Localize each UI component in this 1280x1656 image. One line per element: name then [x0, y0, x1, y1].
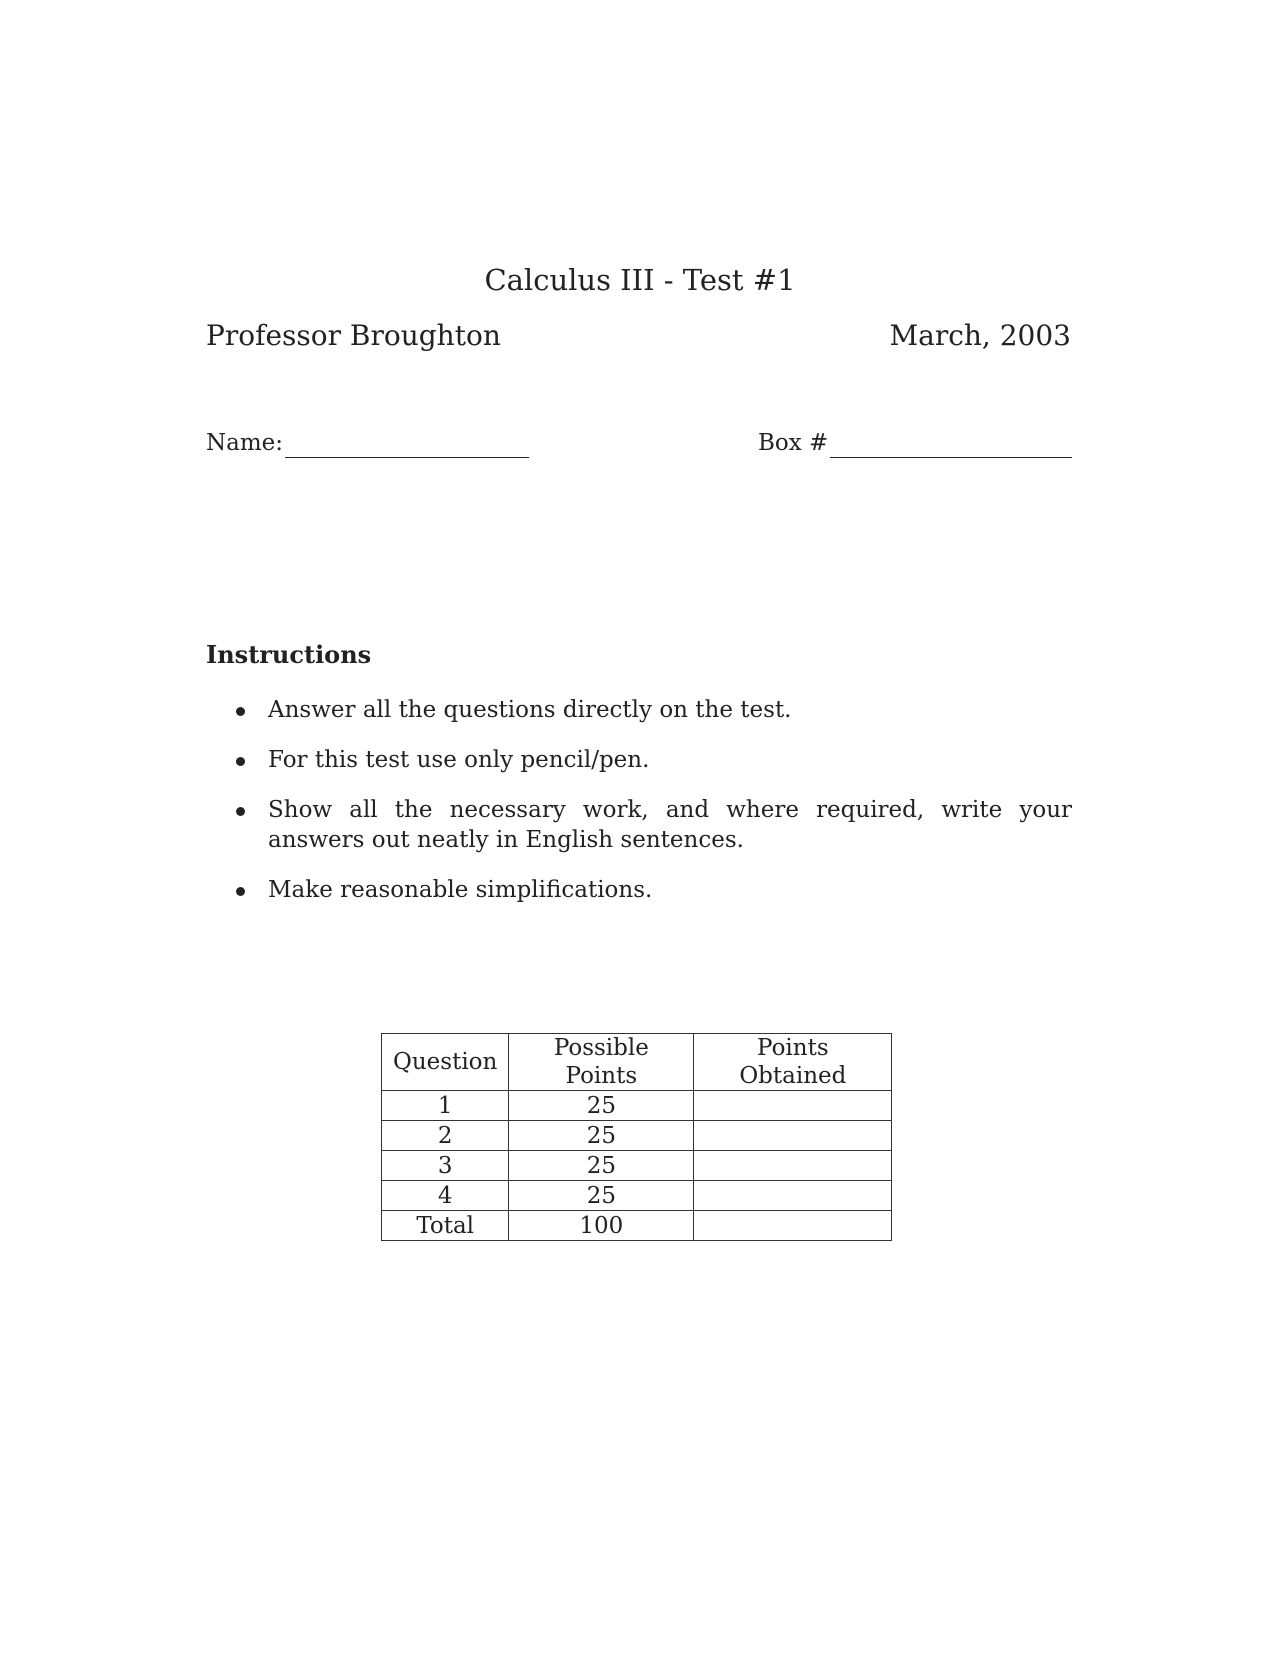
bullet-icon: [236, 707, 245, 716]
instructions-list: [234, 695, 1072, 925]
professor-name: Professor Broughton: [206, 319, 501, 352]
table-header-row: [382, 1034, 892, 1091]
instruction-text: For this test use only pencil/pen.: [268, 747, 650, 773]
score-table: [381, 1033, 892, 1241]
instruction-text: Show all the necessary work, and where required, write your answers out neatly in English sentences.: [268, 797, 1072, 853]
points-obtained-cell[interactable]: [694, 1151, 892, 1181]
total-points-obtained-cell[interactable]: [694, 1211, 892, 1241]
instruction-text: Answer all the questions directly on the test.: [268, 697, 792, 723]
name-field: [206, 428, 529, 458]
total-label: Total: [382, 1211, 509, 1241]
question-number: 1: [382, 1091, 509, 1121]
instructions-heading: Instructions: [206, 640, 372, 669]
table-row: [382, 1181, 892, 1211]
box-blank-line[interactable]: [830, 435, 1072, 458]
instruction-item: [234, 695, 1072, 725]
table-row: [382, 1091, 892, 1121]
bullet-icon: [236, 757, 245, 766]
bullet-icon: [236, 887, 245, 896]
exam-title: Calculus III - Test #1: [484, 263, 796, 297]
instruction-item: [234, 745, 1072, 775]
name-label: Name:: [206, 430, 284, 456]
instruction-text: Make reasonable simplifications.: [268, 877, 653, 903]
table-row: [382, 1121, 892, 1151]
column-header-possible-points: Possible Points: [509, 1034, 694, 1091]
points-obtained-cell[interactable]: [694, 1121, 892, 1151]
exam-date: March, 2003: [889, 319, 1071, 352]
box-field: [758, 428, 1072, 458]
question-number: 3: [382, 1151, 509, 1181]
points-obtained-cell[interactable]: [694, 1091, 892, 1121]
column-header-question: Question: [382, 1034, 509, 1091]
instruction-item: [234, 795, 1072, 855]
box-label: Box #: [758, 430, 829, 456]
instruction-item: [234, 875, 1072, 905]
points-obtained-cell[interactable]: [694, 1181, 892, 1211]
possible-points: 25: [509, 1091, 694, 1121]
question-number: 4: [382, 1181, 509, 1211]
table-row: [382, 1151, 892, 1181]
possible-points: 25: [509, 1151, 694, 1181]
possible-points: 25: [509, 1181, 694, 1211]
total-possible-points: 100: [509, 1211, 694, 1241]
bullet-icon: [236, 807, 245, 816]
question-number: 2: [382, 1121, 509, 1151]
possible-points: 25: [509, 1121, 694, 1151]
table-total-row: [382, 1211, 892, 1241]
name-blank-line[interactable]: [285, 435, 529, 458]
column-header-points-obtained: Points Obtained: [694, 1034, 892, 1091]
